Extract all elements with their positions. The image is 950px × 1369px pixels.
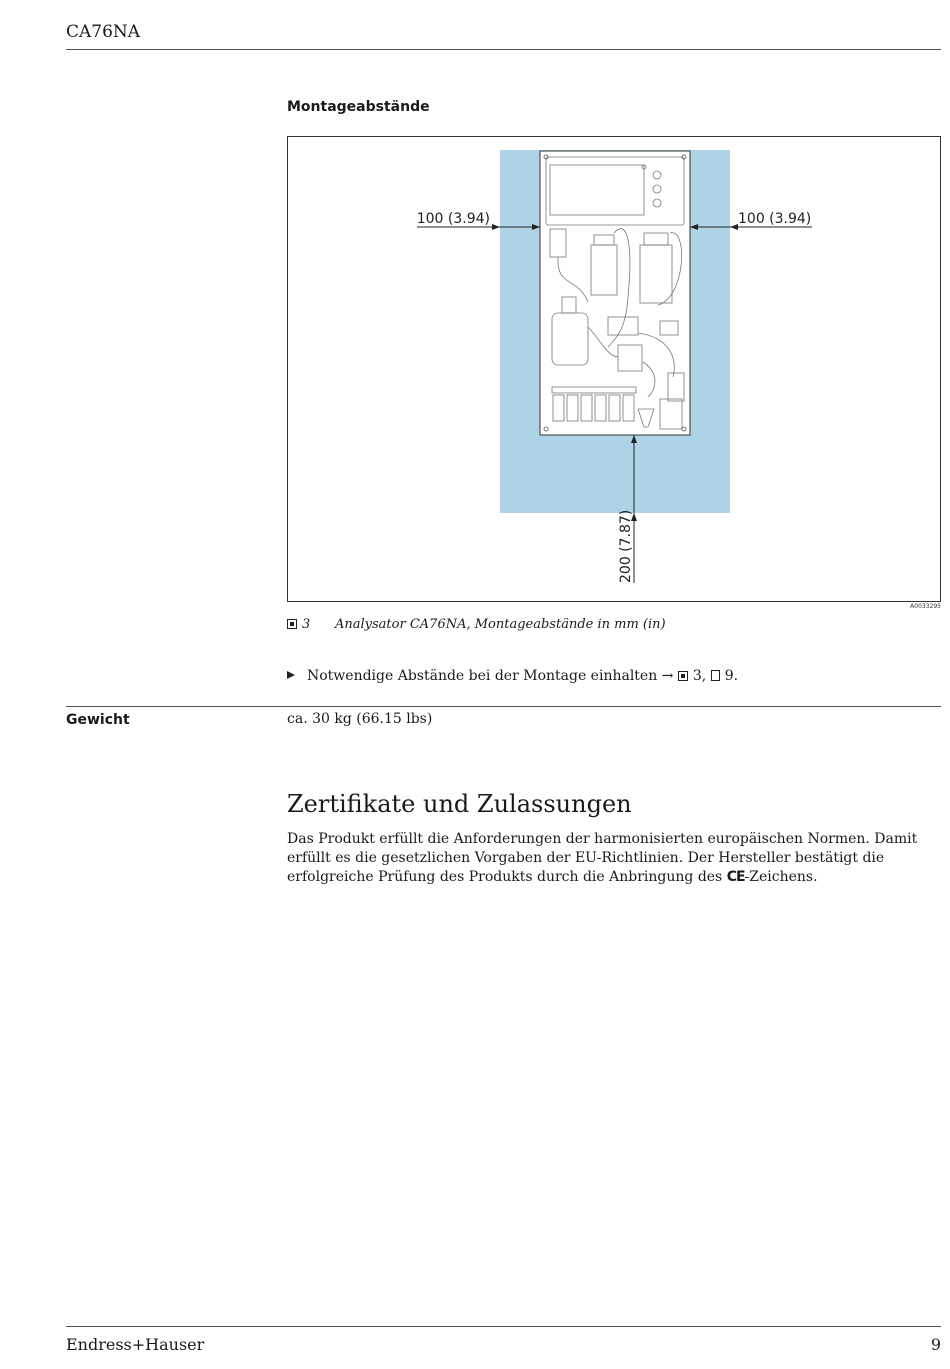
ce-mark: CE bbox=[726, 869, 745, 885]
instruction-text: Notwendige Abstände bei der Montage einhalten bbox=[307, 668, 658, 684]
figure-ref-link[interactable]: 3, bbox=[692, 668, 707, 684]
weight-divider bbox=[66, 706, 941, 707]
certificates-heading: Zertifikate und Zulassungen bbox=[287, 790, 632, 818]
page-number: 9 bbox=[930, 1335, 941, 1354]
header-divider bbox=[66, 49, 941, 50]
caption-text: Analysator CA76NA, Montageabstände in mm (in) bbox=[335, 617, 666, 632]
weight-label: Gewicht bbox=[66, 712, 130, 728]
certificates-text: Das Produkt erfüllt die Anforderungen der harmonisierten europäischen Normen. Damit erfüllt es die gesetzlichen Vorgaben der EU-Richtlinien. Der Hersteller bestätigt die erfolgreiche Prüfung des Produkts durch die Anbringung des bbox=[287, 831, 918, 885]
figure-icon bbox=[287, 619, 297, 629]
certificates-text-end: -Zeichens. bbox=[744, 869, 818, 885]
instruction-line bbox=[287, 668, 738, 684]
page-ref-link[interactable]: 9. bbox=[724, 668, 739, 684]
arrow-glyph: → bbox=[661, 668, 674, 684]
figure-ref-icon bbox=[678, 671, 688, 681]
mounting-figure bbox=[287, 136, 941, 602]
footer-divider bbox=[66, 1326, 941, 1327]
dimension-label-right: 100 (3.94) bbox=[738, 211, 812, 227]
figure-id: A0033295 bbox=[910, 603, 941, 610]
certificates-paragraph bbox=[287, 830, 942, 887]
analyzer-housing bbox=[540, 151, 690, 435]
figure-caption bbox=[287, 617, 666, 632]
caption-number-wrap bbox=[287, 617, 335, 632]
footer-brand: Endress+Hauser bbox=[66, 1335, 205, 1354]
caption-number: 3 bbox=[302, 617, 311, 632]
weight-value: ca. 30 kg (66.15 lbs) bbox=[287, 711, 433, 727]
section-label: Montageabstände bbox=[287, 99, 430, 115]
dimension-label-left: 100 (3.94) bbox=[416, 211, 490, 227]
header-title: CA76NA bbox=[66, 22, 141, 42]
page-ref-icon bbox=[711, 670, 720, 681]
bullet-triangle-icon bbox=[287, 671, 295, 679]
dimension-label-bottom: 200 (7.87) bbox=[618, 509, 634, 583]
mounting-diagram bbox=[288, 137, 940, 601]
